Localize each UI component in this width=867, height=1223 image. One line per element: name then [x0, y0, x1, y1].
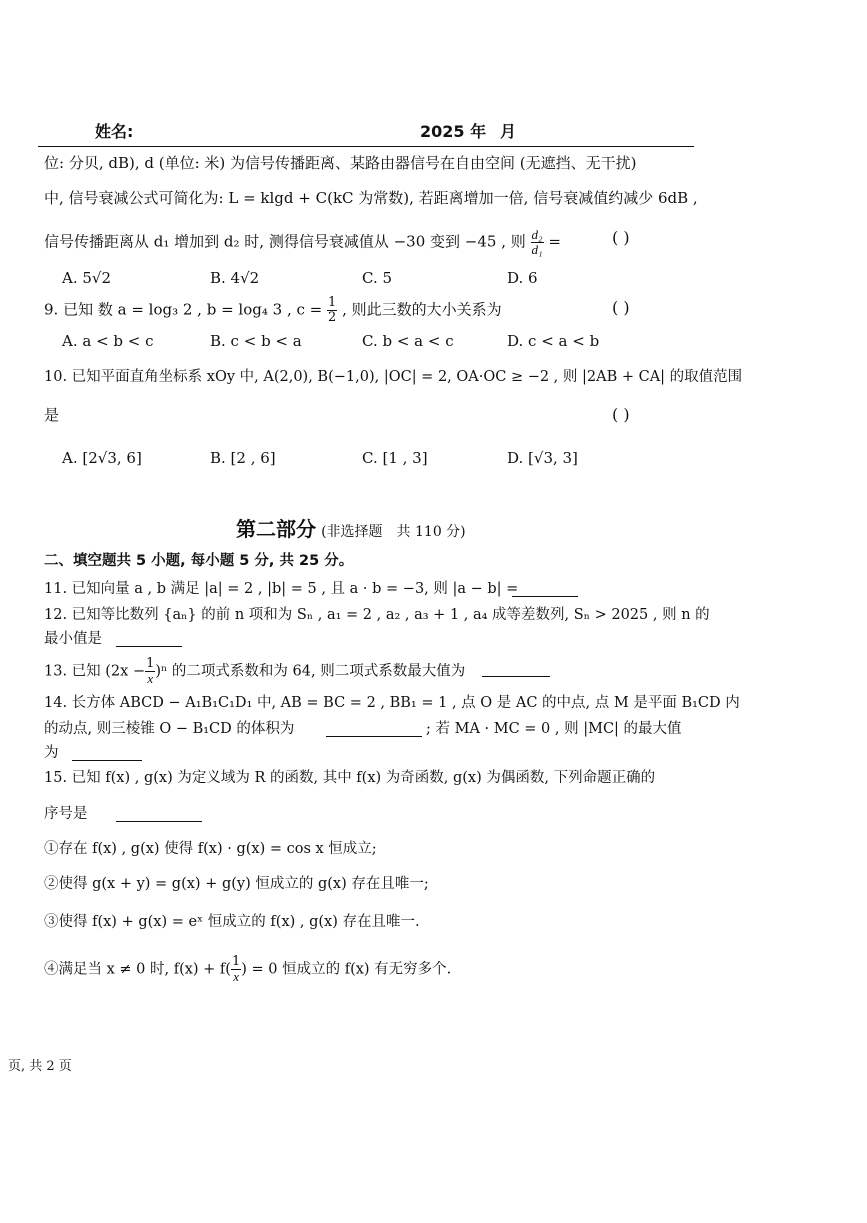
q8-line3-text: 信号传播距离从 d₁ 增加到 d₂ 时, 测得信号衰减值从 −30 变到 −45 , 则	[44, 232, 526, 251]
q13-text-a: 13. 已知 (2x −	[44, 663, 146, 680]
part2-title: 第二部分	[236, 517, 316, 541]
q10-option-d: D. [√3, 3]	[507, 449, 578, 467]
q8-option-d: D. 6	[507, 269, 538, 287]
q15-s4-frac-den: x	[233, 969, 239, 984]
q15-statement-4	[44, 955, 451, 984]
q9-answer-paren: ( )	[612, 298, 630, 317]
q15-line2: 序号是	[44, 806, 88, 822]
q15-s4-text-a: ④满足当 x ≠ 0 时, f(x) + f(	[44, 961, 231, 978]
q15-statement-2: ②使得 g(x + y) = g(x) + g(y) 恒成立的 g(x) 存在且唯一;	[44, 876, 429, 892]
q14-answer-blank-1[interactable]	[326, 722, 422, 737]
q12-line2: 最小值是	[44, 631, 102, 647]
q10-option-b: B. [2 , 6]	[210, 449, 276, 467]
q8-line2: 中, 信号衰减公式可简化为: L = klgd + C(kC 为常数), 若距离增加一倍, 信号衰减值约减少 6dB ,	[44, 189, 698, 207]
q15-answer-blank[interactable]	[116, 807, 202, 822]
q9-frac-num: 1	[328, 295, 337, 310]
q8-frac-num: d₂	[531, 227, 543, 242]
q10-option-c: C. [1 , 3]	[362, 449, 428, 467]
q14-answer-blank-2[interactable]	[72, 746, 142, 761]
fill-heading: 二、填空题共 5 小题, 每小题 5 分, 共 25 分。	[44, 553, 354, 569]
q13-answer-blank[interactable]	[482, 662, 550, 677]
q9-text: 9. 已知 数 a = log₃ 2 , b = log₄ 3 , c =	[44, 300, 323, 319]
q9-frac-den: 2	[328, 310, 337, 325]
q15-s4-frac-num: 1	[231, 954, 241, 969]
q15-statement-3: ③使得 f(x) + g(x) = eˣ 恒成立的 f(x) , g(x) 存在且唯一.	[44, 914, 420, 930]
q15-s4-text-b: ) = 0 恒成立的 f(x) 有无穷多个.	[241, 961, 452, 978]
year-label: 2025 年	[420, 122, 487, 141]
q9-fraction	[327, 296, 337, 325]
q13-fraction	[145, 657, 155, 686]
q10-option-a: A. [2√3, 6]	[62, 449, 142, 467]
q13-text-b: )ⁿ 的二项式系数和为 64, 则二项式系数最大值为	[155, 663, 466, 680]
q9-option-d: D. c < a < b	[507, 332, 600, 350]
q9-stem	[44, 296, 502, 325]
q14-line2b: ; 若 MA · MC = 0 , 则 |MC| 的最大值	[426, 721, 682, 737]
q8-frac-den: d₁	[531, 242, 543, 257]
q8-option-b: B. 4√2	[210, 269, 260, 287]
q12-line1: 12. 已知等比数列 {aₙ} 的前 n 项和为 Sₙ , a₁ = 2 , a₂ , a₃ + 1 , a₄ 成等差数列, Sₙ > 2025 , 则 n 的	[44, 607, 710, 623]
page-footer: 页, 共 2 页	[8, 1059, 72, 1074]
q12-answer-blank[interactable]	[116, 632, 182, 647]
q9-option-a: A. a < b < c	[62, 332, 154, 350]
name-label: 姓名:	[95, 122, 134, 141]
q10-line2: 是	[44, 406, 60, 424]
q15-s4-fraction	[231, 955, 241, 984]
q9-text2: , 则此三数的大小关系为	[342, 300, 502, 319]
q9-option-c: C. b < a < c	[362, 332, 454, 350]
month-label: 月	[500, 122, 517, 141]
q8-fraction	[531, 228, 544, 257]
q8-option-a: A. 5√2	[62, 269, 112, 287]
q14-line1: 14. 长方体 ABCD − A₁B₁C₁D₁ 中, AB = BC = 2 , BB₁ = 1 , 点 O 是 AC 的中点, 点 M 是平面 B₁CD 内	[44, 695, 740, 711]
q8-option-c: C. 5	[362, 269, 393, 287]
part2-subtitle: (非选择题 共 110 分)	[321, 524, 466, 540]
q11-text: 11. 已知向量 a , b 满足 |a| = 2 , |b| = 5 , 且 a · b = −3, 则 |a − b| =	[44, 581, 519, 597]
q8-answer-paren: ( )	[612, 228, 630, 247]
q13-text	[44, 657, 465, 686]
q9-option-b: B. c < b < a	[210, 332, 302, 350]
q13-frac-den: x	[147, 671, 154, 686]
q14-line3: 为	[44, 745, 59, 761]
q15-line1: 15. 已知 f(x) , g(x) 为定义域为 R 的函数, 其中 f(x) 为奇函数, g(x) 为偶函数, 下列命题正确的	[44, 770, 656, 786]
header-rule	[38, 146, 694, 147]
q15-statement-1: ①存在 f(x) , g(x) 使得 f(x) · g(x) = cos x 恒成立;	[44, 841, 377, 857]
q10-answer-paren: ( )	[612, 405, 630, 424]
q11-answer-blank[interactable]	[512, 582, 578, 597]
q14-line2a: 的动点, 则三棱锥 O − B₁CD 的体积为	[44, 721, 295, 737]
q8-equals: =	[548, 232, 561, 251]
q8-line3	[44, 228, 561, 257]
q10-line1: 10. 已知平面直角坐标系 xOy 中, A(2,0), B(−1,0), |OC| = 2, OA·OC ≥ −2 , 则 |2AB + CA| 的取值范围	[44, 369, 743, 385]
q8-line1: 位: 分贝, dB), d (单位: 米) 为信号传播距离、某路由器信号在自由空间 (无遮挡、无干扰)	[44, 154, 637, 172]
q13-frac-num: 1	[146, 656, 155, 671]
part2-heading	[236, 513, 466, 542]
